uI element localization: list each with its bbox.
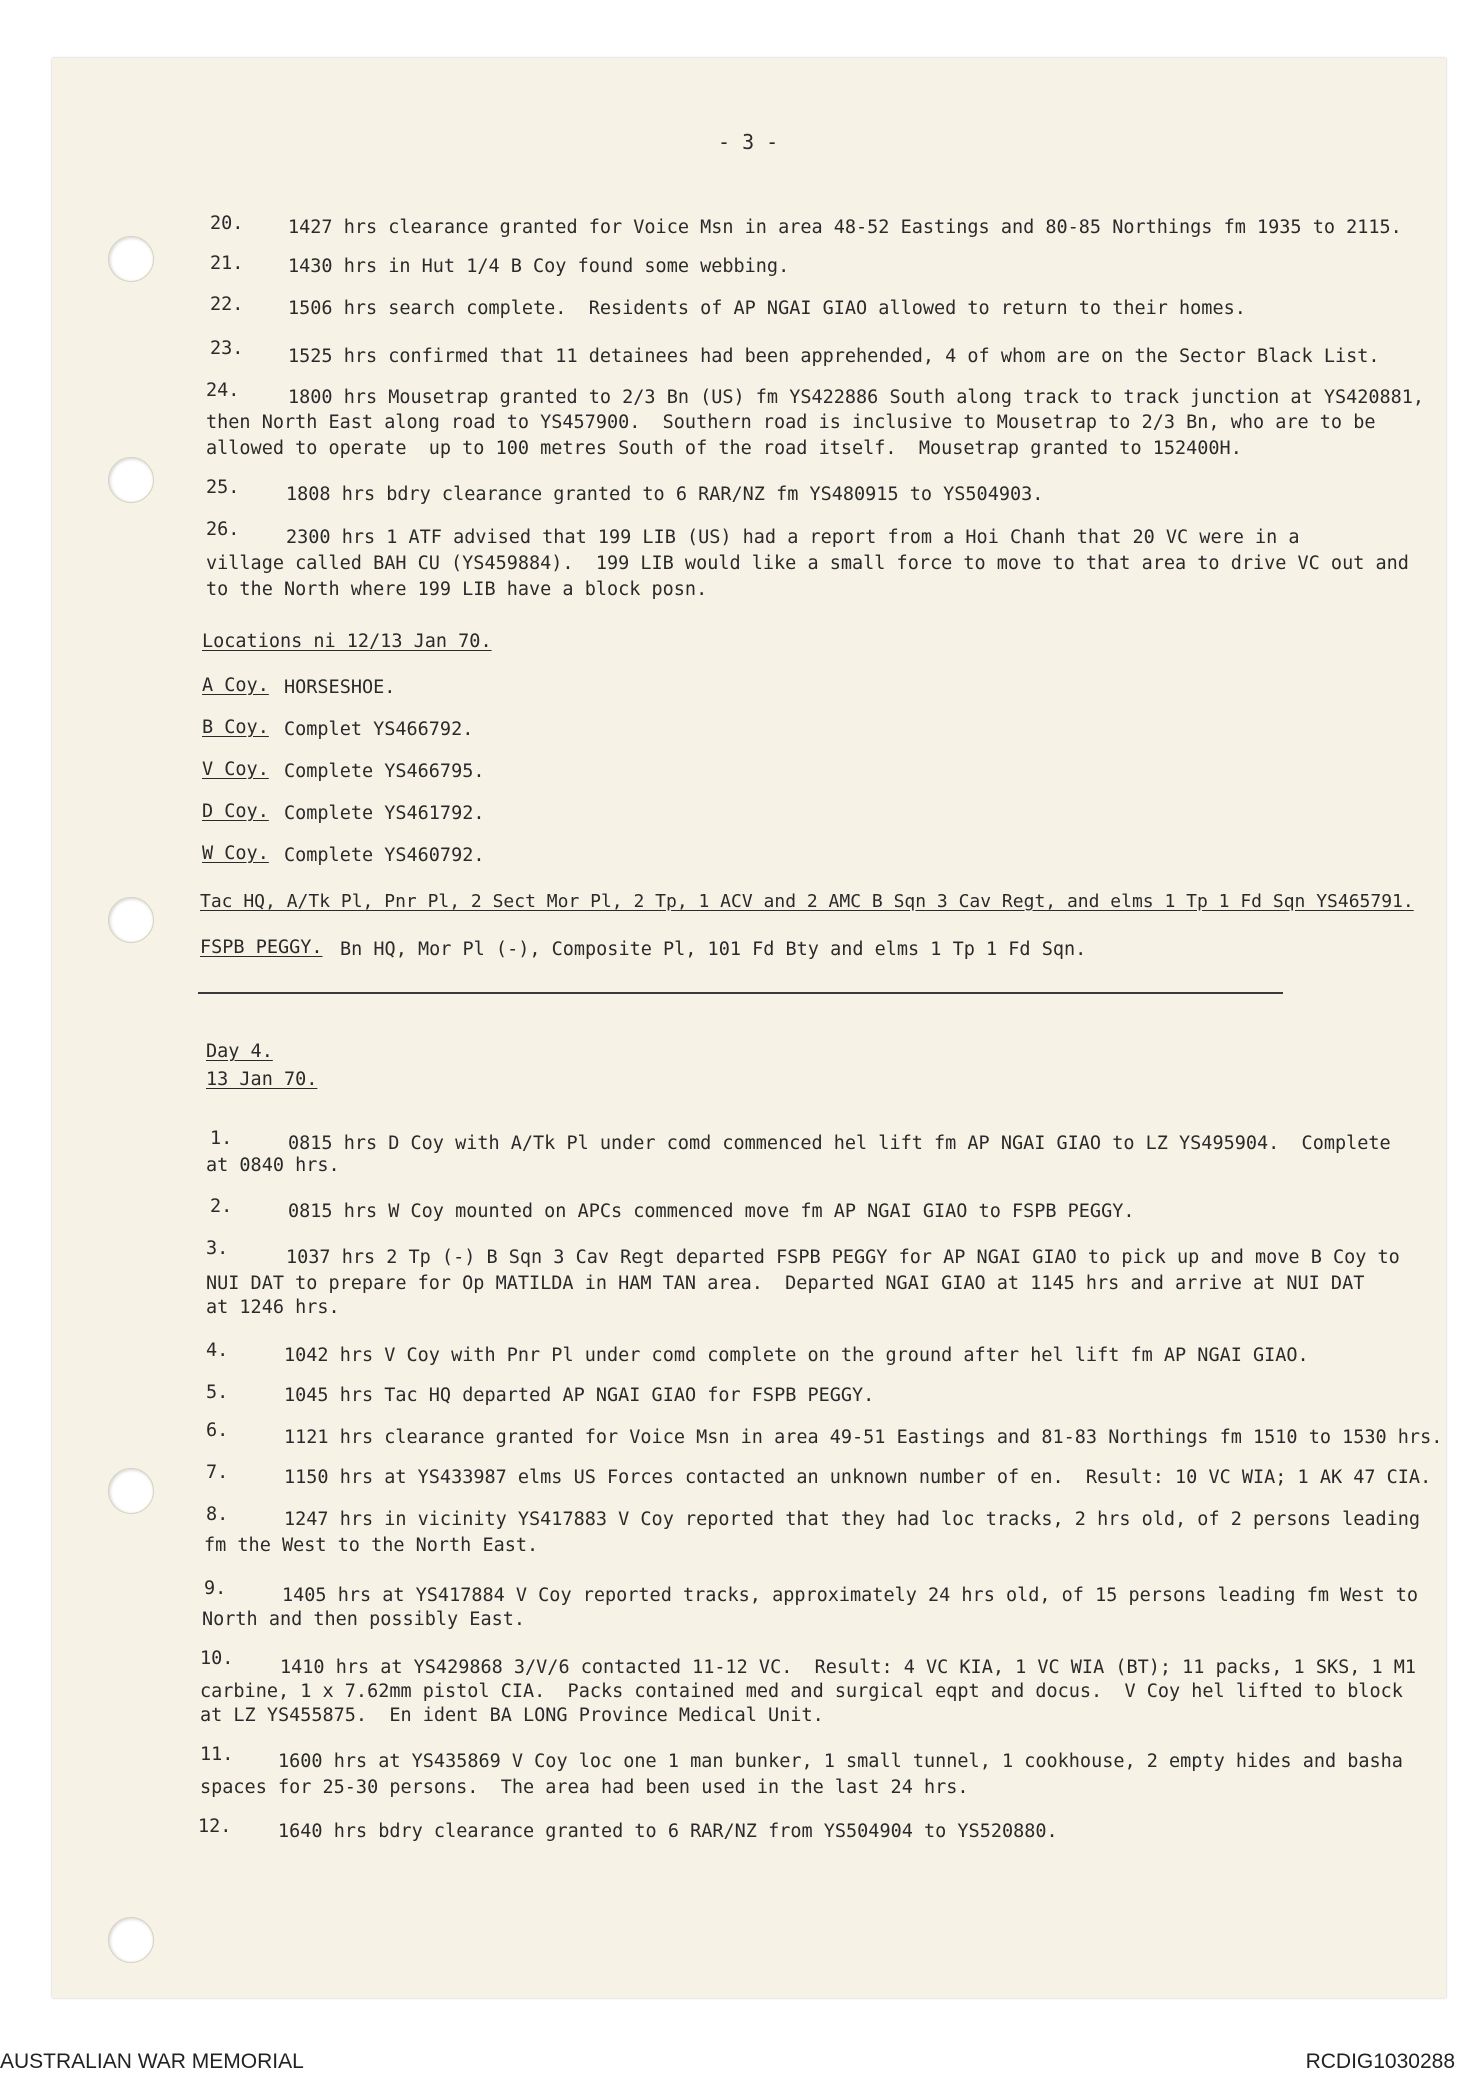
entry-text: then North East along road to YS457900. Southern road is inclusive to Mousetrap to 2/3 Bn, who are to be bbox=[206, 412, 1376, 433]
entry-number: 24. bbox=[206, 380, 240, 401]
entry-text: 2300 hrs 1 ATF advised that 199 LIB (US) had a report from a Hoi Chanh that 20 VC were in a bbox=[286, 527, 1300, 548]
entry-number: 22. bbox=[210, 294, 244, 315]
entry-number: 8. bbox=[206, 1504, 229, 1525]
entry-number: 12. bbox=[198, 1816, 232, 1837]
entry-text: 1037 hrs 2 Tp (-) B Sqn 3 Cav Regt departed FSPB PEGGY for AP NGAI GIAO to pick up and move B Coy to bbox=[286, 1247, 1400, 1268]
entry-number: 6. bbox=[206, 1420, 229, 1441]
location-unit: B Coy. bbox=[202, 717, 269, 738]
entry-text: 1600 hrs at YS435869 V Coy loc one 1 man bunker, 1 small tunnel, 1 cookhouse, 2 empty hides and basha bbox=[278, 1751, 1403, 1772]
entry-number: 5. bbox=[206, 1382, 229, 1403]
entry-text: 1808 hrs bdry clearance granted to 6 RAR/NZ fm YS480915 to YS504903. bbox=[286, 484, 1044, 505]
tac-hq-location: Tac HQ, A/Tk Pl, Pnr Pl, 2 Sect Mor Pl, 2 Tp, 1 ACV and 2 AMC B Sqn 3 Cav Regt, and elms 1 Tp 1 Fd Sqn YS465791. bbox=[200, 891, 1414, 912]
entry-number: 3. bbox=[206, 1238, 229, 1259]
entry-text: 1410 hrs at YS429868 3/V/6 contacted 11-12 VC. Result: 4 VC KIA, 1 VC WIA (BT); 11 packs, 1 SKS, 1 M1 bbox=[280, 1657, 1417, 1678]
location-text: Complete YS460792. bbox=[284, 845, 485, 866]
entry-text: 1042 hrs V Coy with Pnr Pl under comd complete on the ground after hel lift fm AP NGAI GIAO. bbox=[284, 1345, 1309, 1366]
punch-hole bbox=[108, 457, 154, 503]
entry-text: fm the West to the North East. bbox=[204, 1535, 539, 1556]
entry-text: North and then possibly East. bbox=[202, 1609, 526, 1630]
day4-date: 13 Jan 70. bbox=[206, 1069, 318, 1090]
entry-number: 20. bbox=[210, 213, 244, 234]
day4-heading: Day 4. bbox=[206, 1041, 273, 1062]
location-text: Complet YS466792. bbox=[284, 719, 474, 740]
punch-hole bbox=[108, 236, 154, 282]
entry-number: 26. bbox=[206, 519, 240, 540]
location-text: Complete YS461792. bbox=[284, 803, 485, 824]
entry-text: at 0840 hrs. bbox=[206, 1155, 340, 1176]
entry-number: 11. bbox=[200, 1744, 234, 1765]
section-divider bbox=[198, 992, 1283, 994]
location-text: HORSESHOE. bbox=[284, 677, 396, 698]
locations-heading: Locations ni 12/13 Jan 70. bbox=[202, 631, 492, 652]
entry-text: NUI DAT to prepare for Op MATILDA in HAM TAN area. Departed NGAI GIAO at 1145 hrs and arrive at NUI DAT bbox=[206, 1273, 1365, 1294]
entry-text: 1045 hrs Tac HQ departed AP NGAI GIAO for FSPB PEGGY. bbox=[284, 1385, 875, 1406]
entry-text: 0815 hrs D Coy with A/Tk Pl under comd commenced hel lift fm AP NGAI GIAO to LZ YS495904. Complete bbox=[288, 1133, 1391, 1154]
entry-text: village called BAH CU (YS459884). 199 LIB would like a small force to move to that area to drive VC out and bbox=[206, 553, 1409, 574]
page-number: - 3 - bbox=[718, 130, 779, 154]
location-unit: W Coy. bbox=[202, 843, 269, 864]
entry-text: 1506 hrs search complete. Residents of AP NGAI GIAO allowed to return to their homes. bbox=[288, 298, 1246, 319]
entry-number: 2. bbox=[210, 1196, 233, 1217]
footer-record-id: RCDIG1030288 bbox=[1305, 2050, 1455, 2073]
location-unit: A Coy. bbox=[202, 675, 269, 696]
fspb-text: Bn HQ, Mor Pl (-), Composite Pl, 101 Fd Bty and elms 1 Tp 1 Fd Sqn. bbox=[340, 939, 1087, 960]
entry-text: 1405 hrs at YS417884 V Coy reported tracks, approximately 24 hrs old, of 15 persons leading fm West to bbox=[282, 1585, 1419, 1606]
location-text: Complete YS466795. bbox=[284, 761, 485, 782]
entry-number: 10. bbox=[200, 1648, 234, 1669]
punch-hole bbox=[108, 1917, 154, 1963]
location-unit: V Coy. bbox=[202, 759, 269, 780]
entry-number: 1. bbox=[210, 1128, 233, 1149]
entry-text: at LZ YS455875. En ident BA LONG Province Medical Unit. bbox=[200, 1705, 824, 1726]
entry-text: to the North where 199 LIB have a block posn. bbox=[206, 579, 708, 600]
entry-text: at 1246 hrs. bbox=[206, 1297, 340, 1318]
fspb-label: FSPB PEGGY. bbox=[200, 937, 323, 958]
location-unit: D Coy. bbox=[202, 801, 269, 822]
entry-text: 1121 hrs clearance granted for Voice Msn in area 49-51 Eastings and 81-83 Northings fm 1510 to 1530 hrs. bbox=[284, 1427, 1443, 1448]
entry-text: 1247 hrs in vicinity YS417883 V Coy reported that they had loc tracks, 2 hrs old, of 2 persons leading bbox=[284, 1509, 1421, 1530]
entry-text: 1800 hrs Mousetrap granted to 2/3 Bn (US) fm YS422886 South along track to track junction at YS420881, bbox=[288, 387, 1425, 408]
entry-text: allowed to operate up to 100 metres South of the road itself. Mousetrap granted to 152400H. bbox=[206, 438, 1242, 459]
entry-number: 25. bbox=[206, 477, 240, 498]
entry-number: 9. bbox=[204, 1578, 227, 1599]
entry-text: 1150 hrs at YS433987 elms US Forces contacted an unknown number of en. Result: 10 VC WIA; 1 AK 47 CIA. bbox=[284, 1467, 1432, 1488]
entry-text: spaces for 25-30 persons. The area had been used in the last 24 hrs. bbox=[200, 1777, 969, 1798]
entry-text: 1640 hrs bdry clearance granted to 6 RAR/NZ from YS504904 to YS520880. bbox=[278, 1821, 1058, 1842]
entry-number: 7. bbox=[206, 1462, 229, 1483]
entry-number: 4. bbox=[206, 1340, 229, 1361]
entry-text: 1430 hrs in Hut 1/4 B Coy found some webbing. bbox=[288, 256, 790, 277]
punch-hole bbox=[108, 1468, 154, 1514]
footer-archive-name: AUSTRALIAN WAR MEMORIAL bbox=[0, 2050, 304, 2073]
entry-text: 1427 hrs clearance granted for Voice Msn in area 48-52 Eastings and 80-85 Northings fm 1935 to 2115. bbox=[288, 217, 1402, 238]
entry-text: 1525 hrs confirmed that 11 detainees had been apprehended, 4 of whom are on the Sector Black List. bbox=[288, 346, 1380, 367]
entry-number: 21. bbox=[210, 253, 244, 274]
entry-number: 23. bbox=[210, 338, 244, 359]
entry-text: carbine, 1 x 7.62mm pistol CIA. Packs contained med and surgical eqpt and docus. V Coy hel lifted to block bbox=[200, 1681, 1403, 1702]
entry-text: 0815 hrs W Coy mounted on APCs commenced move fm AP NGAI GIAO to FSPB PEGGY. bbox=[288, 1201, 1135, 1222]
punch-hole bbox=[108, 897, 154, 943]
